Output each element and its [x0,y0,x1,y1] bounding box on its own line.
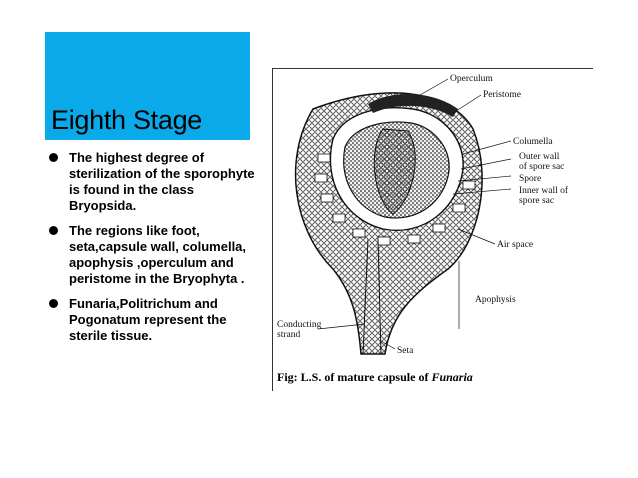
caption-italic: Funaria [431,370,473,384]
label-air-space: Air space [497,240,534,250]
label-seta: Seta [397,346,414,356]
label-peristome: Peristome [483,90,521,100]
label-outer-wall: Outer wall [519,152,560,162]
bullet-item [47,296,262,344]
bullet-dot-icon [49,226,58,235]
bullet-text: Funaria,Politrichum and Pogonatum represent the sterile tissue. [69,296,227,343]
bullet-list [47,150,262,353]
label-columella: Columella [513,137,553,147]
label-inner-wall-2: spore sac [519,196,555,206]
label-inner-wall: Inner wall of [519,186,569,196]
slide-title: Eighth Stage [51,105,203,135]
capsule-diagram [273,69,593,391]
label-conducting: Conducting [277,320,322,330]
label-spore: Spore [519,174,542,184]
bullet-text: The highest degree of sterilization of the sporophyte is found in the class Bryopsida. [69,150,255,213]
figure-caption [277,370,473,384]
label-apophysis: Apophysis [475,295,516,305]
label-operculum: Operculum [450,74,493,84]
bullet-text: The regions like foot, seta,capsule wall, columella, apophysis ,operculum and peristome in the Bryophyta . [69,223,247,286]
bullet-item [47,150,262,214]
label-strand: strand [277,330,301,340]
capsule-figure [272,68,593,391]
bullet-dot-icon [49,153,58,162]
caption-prefix: Fig: L.S. of mature capsule of [277,370,432,384]
title-box [45,32,250,140]
label-outer-wall-2: of spore sac [519,162,565,172]
bullet-item [47,223,262,287]
bullet-dot-icon [49,299,58,308]
